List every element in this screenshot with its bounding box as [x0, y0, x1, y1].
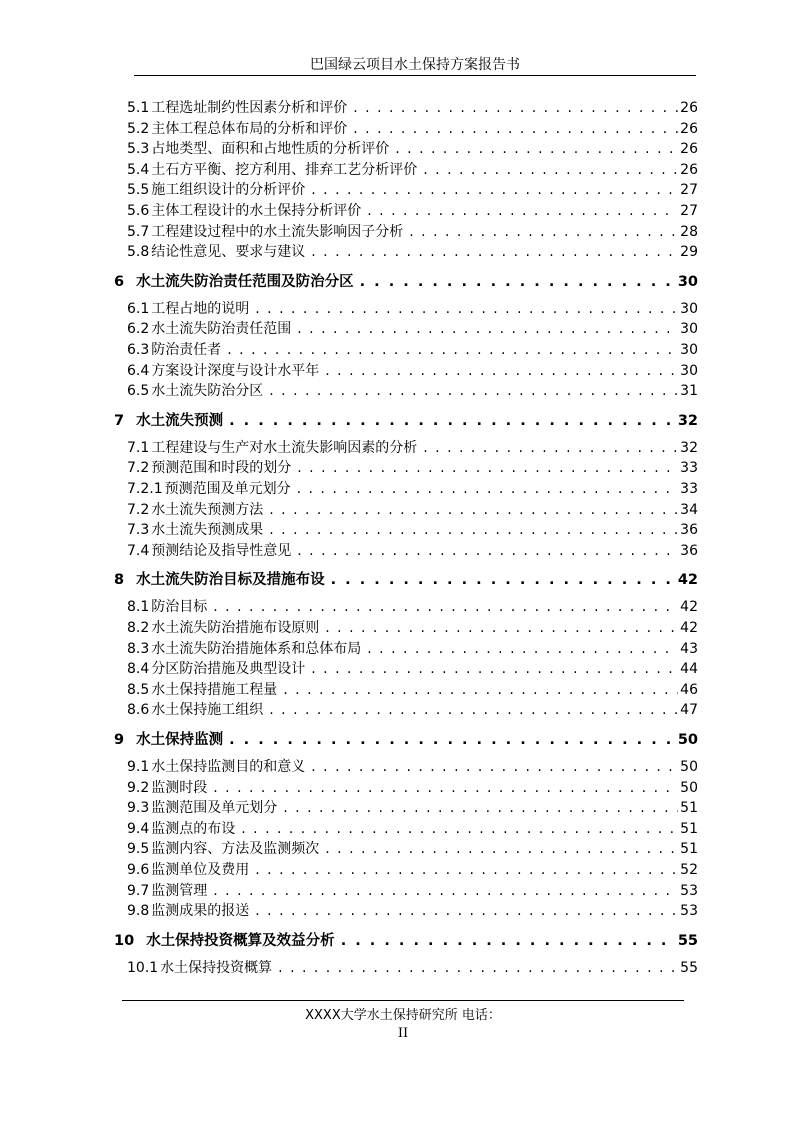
toc-entry-page: 30	[677, 273, 698, 290]
toc-section-entry[interactable]	[127, 839, 698, 859]
toc-entry-title: 水土流失防治目标及措施布设	[136, 572, 325, 589]
toc-entry-page: 43	[680, 640, 698, 657]
toc-entry-number: 6.4	[127, 362, 150, 379]
toc-dot-leader	[213, 778, 678, 798]
toc-section-entry[interactable]	[127, 639, 698, 659]
toc-entry-number: 9	[114, 732, 125, 748]
toc-chapter-entry[interactable]	[114, 271, 698, 293]
toc-section-entry[interactable]	[127, 881, 698, 901]
toc-entry-page: 26	[680, 141, 698, 158]
toc-entry-title: 水土保持投资概算及效益分析	[146, 932, 335, 949]
toc-entry-title: 水土流失防治分区	[151, 383, 264, 400]
toc-dot-leader	[325, 839, 678, 859]
toc-dot-leader	[325, 361, 678, 381]
toc-entry-number: 7.2	[127, 460, 150, 477]
toc-entry-title: 分区防治措施及典型设计	[151, 661, 306, 678]
toc-entry-title: 防治责任者	[151, 342, 222, 358]
toc-entry-number: 5.1	[127, 100, 150, 116]
toc-entry-page: 52	[680, 862, 698, 878]
toc-entry-title: 水土保持措施工程量	[151, 681, 278, 698]
toc-dot-leader	[241, 819, 678, 839]
toc-section-entry[interactable]	[127, 361, 698, 381]
toc-entry-title: 主体工程设计的水土保持分析评价	[151, 203, 362, 219]
toc-entry-page: 46	[680, 681, 698, 698]
toc-entry-page: 42	[680, 599, 698, 616]
toc-dot-leader	[269, 520, 678, 540]
toc-dot-leader	[311, 242, 678, 262]
toc-entry-page: 30	[680, 300, 698, 317]
toc-dot-leader	[269, 381, 678, 401]
toc-entry-page: 32	[677, 412, 698, 429]
toc-entry-title: 工程建设过程中的水土流失影响因子分析	[151, 223, 404, 240]
toc-entry-page: 34	[680, 501, 698, 518]
toc-entry-number: 6.1	[127, 300, 150, 317]
toc-entry-page: 53	[680, 903, 698, 920]
toc-entry-page: 31	[680, 383, 698, 400]
toc-dot-leader	[297, 458, 678, 478]
toc-section-entry[interactable]	[127, 798, 698, 818]
toc-entry-number: 7	[114, 412, 125, 429]
toc-entry-title: 预测范围和时段的划分	[151, 460, 292, 477]
toc-entry-page: 30	[680, 362, 698, 379]
toc-section-entry[interactable]	[127, 319, 698, 339]
toc-entry-title: 水土保持监测	[136, 732, 224, 748]
toc-section-entry[interactable]	[127, 119, 698, 139]
toc-entry-number: 6.2	[127, 321, 150, 338]
toc-dot-leader	[229, 729, 676, 751]
toc-entry-number: 9.7	[127, 882, 150, 899]
toc-entry-page: 51	[680, 820, 698, 837]
toc-entry-page: 36	[680, 522, 698, 539]
toc-entry-number: 9.4	[127, 820, 150, 837]
toc-section-entry[interactable]	[127, 222, 698, 242]
toc-entry-number: 9.6	[127, 862, 150, 878]
toc-section-entry[interactable]	[127, 819, 698, 839]
toc-dot-leader	[269, 700, 678, 720]
toc-section-entry[interactable]	[127, 340, 698, 360]
toc-entry-page: 47	[680, 702, 698, 719]
toc-entry-number: 5.4	[127, 161, 150, 178]
toc-chapter-entry[interactable]	[114, 410, 698, 432]
toc-entry-page: 50	[680, 779, 698, 796]
toc-entry-title: 监测管理	[151, 882, 208, 899]
toc-dot-leader	[278, 958, 678, 978]
footer-text: XXXX大学水土保持研究所 电话：	[305, 1008, 501, 1023]
toc-entry-page: 33	[680, 460, 698, 477]
toc-section-entry[interactable]	[127, 757, 698, 777]
toc-dot-leader	[297, 319, 678, 339]
toc-section-entry[interactable]	[127, 680, 698, 700]
toc-entry-title: 工程建设与生产对水土流失影响因素的分析	[151, 439, 418, 456]
toc-entry-number: 5.2	[127, 120, 150, 137]
toc-dot-leader	[255, 860, 678, 880]
toc-dot-leader	[311, 180, 678, 200]
toc-section-entry[interactable]	[127, 860, 698, 880]
toc-entry-title: 工程选址制约性因素分析和评价	[151, 100, 348, 116]
toc-entry-title: 水土流失防治责任范围及防治分区	[136, 273, 354, 290]
toc-entry-title: 监测单位及费用	[151, 862, 250, 878]
toc-entry-title: 水土保持投资概算	[160, 959, 273, 976]
toc-entry-page: 55	[677, 932, 698, 949]
toc-entry-number: 8.1	[127, 599, 150, 616]
toc-entry-title: 防治目标	[151, 599, 208, 616]
toc-chapter-entry[interactable]	[114, 930, 698, 952]
toc-dot-leader	[283, 680, 678, 700]
toc-entry-page: 51	[680, 800, 698, 817]
toc-section-entry[interactable]	[127, 659, 698, 679]
toc-entry-title: 水土流失防治措施体系和总体布局	[151, 640, 362, 657]
toc-section-entry[interactable]	[127, 500, 698, 520]
toc-entry-number: 5.3	[127, 141, 150, 158]
toc-entry-title: 监测成果的报送	[151, 903, 250, 920]
toc-dot-leader	[283, 798, 678, 818]
toc-section-entry[interactable]	[127, 438, 698, 458]
toc-entry-number: 9.1	[127, 759, 150, 775]
toc-dot-leader	[341, 930, 676, 952]
toc-entry-number: 10.1	[127, 959, 159, 976]
toc-entry-title: 水土流失防治措施布设原则	[151, 620, 320, 636]
toc-entry-number: 8	[114, 572, 125, 589]
toc-dot-leader	[255, 299, 678, 319]
toc-entry-page: 42	[677, 572, 698, 589]
toc-entry-title: 水土流失预测	[136, 412, 224, 429]
footer-divider	[122, 1000, 684, 1001]
toc-entry-number: 6.3	[127, 342, 150, 358]
toc-entry-title: 预测结论及指导性意见	[151, 542, 292, 559]
toc-entry-number: 9.2	[127, 779, 150, 796]
toc-entry-title: 占地类型、面积和占地性质的分析评价	[151, 141, 390, 158]
toc-entry-page: 27	[680, 182, 698, 199]
toc-entry-number: 7.2	[127, 501, 150, 518]
document-title: 巴国绿云项目水土保持方案报告书	[310, 57, 520, 73]
toc-entry-page: 27	[680, 203, 698, 219]
toc-dot-leader	[353, 98, 678, 118]
toc-section-entry[interactable]	[127, 700, 698, 720]
toc-section-entry[interactable]	[127, 180, 698, 200]
toc-entry-number: 9.5	[127, 841, 150, 858]
toc-entry-number: 5.7	[127, 223, 150, 240]
toc-entry-page: 44	[680, 661, 698, 678]
toc-section-entry[interactable]	[127, 597, 698, 617]
toc-entry-page: 36	[680, 542, 698, 559]
toc-entry-page: 26	[680, 161, 698, 178]
toc-entry-number: 5.5	[127, 182, 150, 199]
toc-dot-leader	[409, 222, 678, 242]
toc-dot-leader	[360, 271, 676, 293]
toc-section-entry[interactable]	[127, 381, 698, 401]
toc-entry-page: 28	[680, 223, 698, 240]
toc-entry-title: 预测范围及单元划分	[164, 481, 291, 497]
toc-entry-page: 42	[680, 620, 698, 636]
toc-section-entry[interactable]	[127, 160, 698, 180]
toc-entry-page: 53	[680, 882, 698, 899]
toc-entry-title: 工程占地的说明	[151, 300, 250, 317]
toc-entry-number: 7.1	[127, 439, 150, 456]
toc-dot-leader	[353, 119, 678, 139]
toc-entry-title: 水土流失防治责任范围	[151, 321, 292, 338]
toc-entry-number: 8.6	[127, 702, 150, 719]
toc-section-entry[interactable]	[127, 201, 698, 221]
toc-entry-title: 监测时段	[151, 779, 208, 796]
toc-entry-number: 8.3	[127, 640, 150, 657]
toc-entry-page: 26	[680, 120, 698, 137]
toc-dot-leader	[367, 201, 678, 221]
toc-dot-leader	[395, 139, 678, 159]
toc-entry-page: 51	[680, 841, 698, 858]
toc-entry-number: 5.6	[127, 203, 150, 219]
toc-entry-title: 水土保持监测目的和意义	[151, 759, 306, 775]
toc-entry-page: 50	[677, 732, 698, 748]
toc-section-entry[interactable]	[127, 618, 698, 638]
toc-section-entry[interactable]	[127, 778, 698, 798]
toc-entry-number: 5.8	[127, 244, 150, 261]
toc-section-entry[interactable]	[127, 242, 698, 262]
toc-entry-page: 55	[680, 959, 698, 976]
toc-entry-title: 水土流失预测方法	[151, 501, 264, 518]
toc-entry-page: 30	[680, 342, 698, 358]
toc-entry-number: 9.3	[127, 800, 150, 817]
toc-entry-page: 32	[680, 439, 698, 456]
toc-entry-page: 26	[680, 100, 698, 116]
toc-entry-number: 8.2	[127, 620, 150, 636]
toc-entry-page: 33	[680, 481, 698, 497]
toc-entry-number: 6	[114, 273, 125, 290]
toc-section-entry[interactable]	[127, 299, 698, 319]
toc-entry-title: 施工组织设计的分析评价	[151, 182, 306, 199]
toc-section-entry[interactable]	[127, 98, 698, 118]
toc-entry-page: 50	[680, 759, 698, 775]
toc-entry-number: 10	[114, 932, 135, 949]
toc-entry-number: 6.5	[127, 383, 150, 400]
toc-dot-leader	[331, 569, 676, 591]
toc-dot-leader	[227, 340, 678, 360]
toc-section-entry[interactable]	[127, 520, 698, 540]
toc-section-entry[interactable]	[127, 958, 698, 978]
toc-section-entry[interactable]	[127, 479, 698, 499]
toc-entry-title: 主体工程总体布局的分析和评价	[151, 120, 348, 137]
toc-dot-leader	[229, 410, 676, 432]
toc-dot-leader	[325, 618, 678, 638]
toc-section-entry[interactable]	[127, 541, 698, 561]
toc-dot-leader	[297, 479, 679, 499]
toc-dot-leader	[311, 757, 678, 777]
toc-entry-page: 29	[680, 244, 698, 261]
toc-section-entry[interactable]	[127, 458, 698, 478]
page-number: II	[397, 1026, 409, 1041]
toc-chapter-entry[interactable]	[114, 569, 698, 591]
toc-entry-title: 水土流失预测成果	[151, 522, 264, 539]
toc-entry-title: 结论性意见、要求与建议	[151, 244, 306, 261]
toc-dot-leader	[423, 438, 678, 458]
toc-dot-leader	[297, 541, 678, 561]
toc-dot-leader	[423, 160, 678, 180]
toc-section-entry[interactable]	[127, 139, 698, 159]
toc-dot-leader	[213, 597, 678, 617]
toc-dot-leader	[255, 901, 678, 921]
toc-dot-leader	[213, 881, 678, 901]
toc-entry-number: 9.8	[127, 903, 150, 920]
toc-dot-leader	[311, 659, 678, 679]
toc-chapter-entry[interactable]	[114, 729, 698, 751]
toc-entry-title: 方案设计深度与设计水平年	[151, 362, 320, 379]
toc-entry-number: 8.4	[127, 661, 150, 678]
toc-entry-number: 7.4	[127, 542, 150, 559]
toc-entry-number: 7.2.1	[127, 481, 163, 497]
toc-entry-number: 8.5	[127, 681, 150, 698]
toc-section-entry[interactable]	[127, 901, 698, 921]
toc-entry-title: 水土保持施工组织	[151, 702, 264, 719]
toc-entry-number: 7.3	[127, 522, 150, 539]
toc-entry-title: 土石方平衡、挖方利用、排弃工艺分析评价	[151, 161, 418, 178]
toc-dot-leader	[367, 639, 678, 659]
toc-entry-title: 监测范围及单元划分	[151, 800, 278, 817]
toc-entry-title: 监测点的布设	[151, 820, 236, 837]
toc-dot-leader	[269, 500, 678, 520]
toc-entry-title: 监测内容、方法及监测频次	[151, 841, 320, 858]
toc-entry-page: 30	[680, 321, 698, 338]
